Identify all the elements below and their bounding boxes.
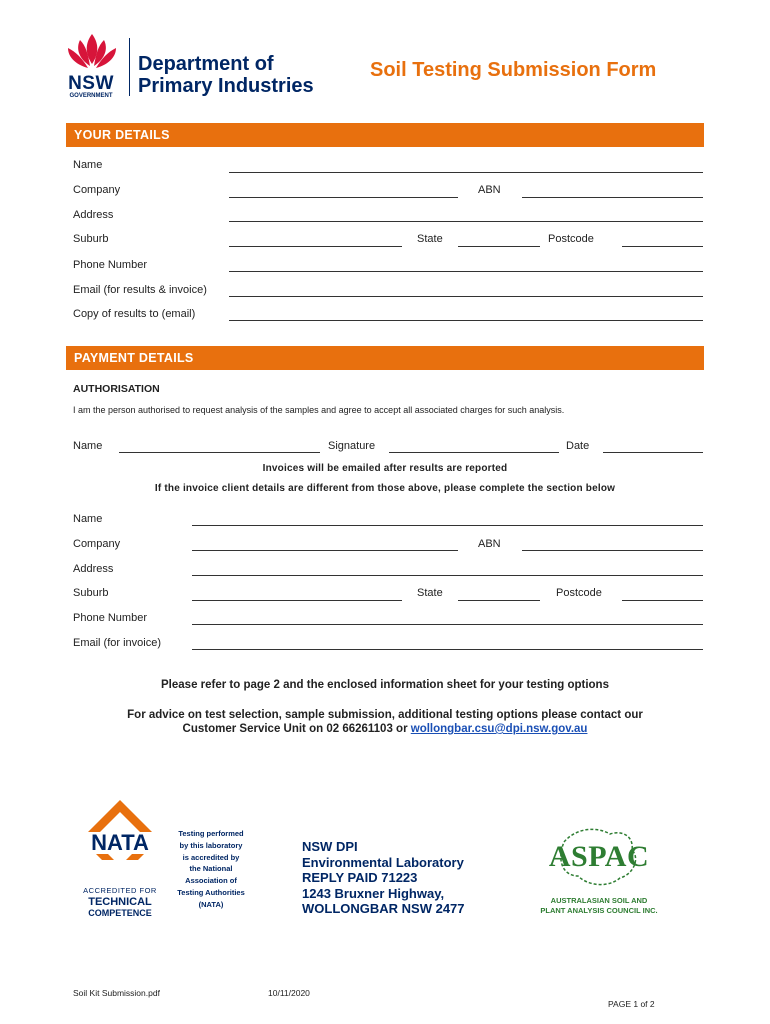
email-field[interactable] (229, 296, 703, 297)
inv-company-field[interactable] (192, 550, 458, 551)
auth-name-field[interactable] (119, 452, 320, 453)
signature-field[interactable] (389, 452, 559, 453)
abn-label: ABN (478, 184, 501, 196)
name-field[interactable] (229, 172, 703, 173)
inv-abn-field[interactable] (522, 550, 703, 551)
nata-accredited-for: ACCREDITED FOR (83, 886, 157, 895)
logo-divider (129, 38, 130, 96)
advice-line2 (0, 723, 770, 735)
address-line: WOLLONGBAR NSW 2477 (302, 901, 465, 916)
inv-postcode-label: Postcode (556, 587, 602, 599)
inv-state-field[interactable] (458, 600, 540, 601)
email-label: Email (for results & invoice) (73, 284, 207, 296)
inv-email-label: Email (for invoice) (73, 637, 162, 649)
nata-statement-line: by this laboratory (179, 840, 243, 850)
inv-name-field[interactable] (192, 525, 703, 526)
nsw-logo-subtext: GOVERNMENT (69, 93, 113, 99)
phone-label: Phone Number (73, 259, 147, 271)
advice-line1: For advice on test selection, sample submission, additional testing options please contact our (127, 709, 643, 721)
form-title: Soil Testing Submission Form (370, 59, 657, 81)
footer-date: 10/11/2020 (268, 988, 310, 998)
auth-name-label: Name (73, 440, 103, 452)
advice-line2-prefix: Customer Service Unit on 02 66261103 or (182, 723, 411, 735)
aspac-line1: AUSTRALASIAN SOIL AND (550, 896, 648, 905)
csu-email-link[interactable]: wollongbar.csu@dpi.nsw.gov.au (410, 723, 588, 735)
nata-logo (80, 798, 160, 920)
nata-competence: COMPETENCE (88, 908, 152, 918)
footer-filename: Soil Kit Submission.pdf (73, 988, 160, 998)
department-name (138, 53, 314, 97)
postcode-field[interactable] (622, 246, 703, 247)
address-line: Environmental Laboratory (302, 854, 464, 870)
nata-statement-line: Association of (185, 876, 237, 886)
nsw-waratah-logo (60, 30, 124, 99)
date-field[interactable] (603, 452, 703, 453)
nata-technical: TECHNICAL (88, 896, 152, 908)
inv-phone-label: Phone Number (73, 612, 147, 624)
payment-details-heading: PAYMENT DETAILS (74, 351, 194, 365)
nata-statement-line: Testing performed (178, 829, 244, 838)
nata-statement-line: the National (189, 864, 233, 874)
payment-details-bar (66, 346, 704, 370)
phone-field[interactable] (229, 271, 703, 272)
abn-field[interactable] (522, 197, 703, 198)
inv-postcode-field[interactable] (622, 600, 703, 601)
state-field[interactable] (458, 246, 540, 247)
aspac-logo-text: ASPAC (548, 840, 650, 873)
company-field[interactable] (229, 197, 458, 198)
signature-label: Signature (328, 440, 376, 452)
aspac-line2: PLANT ANALYSIS COUNCIL INC. (540, 906, 658, 915)
nata-statement (168, 828, 254, 911)
nata-statement-line: (NATA) (198, 899, 224, 909)
address-line: REPLY PAID 71223 (302, 870, 418, 885)
address-line: NSW DPI (302, 839, 358, 854)
inv-address-field[interactable] (192, 575, 703, 576)
address-line: 1243 Bruxner Highway, (302, 885, 445, 901)
nata-statement-line: is accredited by (182, 852, 240, 862)
copy-results-field[interactable] (229, 320, 703, 321)
copy-results-label: Copy of results to (email) (73, 308, 196, 320)
your-details-heading: YOUR DETAILS (74, 128, 170, 142)
inv-phone-field[interactable] (192, 624, 703, 625)
invoices-note: Invoices will be emailed after results are reported (262, 463, 508, 474)
suburb-field[interactable] (229, 246, 402, 247)
inv-suburb-label: Suburb (73, 587, 109, 599)
department-line1: Department of (138, 53, 274, 75)
nata-logo-text: NATA (80, 832, 160, 854)
department-line2: Primary Industries (138, 75, 314, 97)
inv-address-label: Address (73, 563, 114, 575)
state-label: State (417, 233, 443, 245)
inv-suburb-field[interactable] (192, 600, 402, 601)
date-label: Date (566, 440, 590, 452)
invoice-client-note: If the invoice client details are different from those above, please complete the section below (154, 483, 616, 494)
refer-note: Please refer to page 2 and the enclosed information sheet for your testing options (161, 679, 609, 691)
address-label: Address (73, 209, 114, 221)
inv-name-label: Name (73, 513, 103, 525)
address-field[interactable] (229, 221, 703, 222)
nata-statement-line: Testing Authorities (177, 887, 245, 897)
inv-abn-label: ABN (478, 538, 501, 550)
inv-company-label: Company (73, 538, 121, 550)
inv-state-label: State (417, 587, 443, 599)
footer-page: PAGE 1 of 2 (608, 999, 655, 1009)
your-details-bar (66, 123, 704, 147)
suburb-label: Suburb (73, 233, 109, 245)
aspac-logo (524, 822, 674, 918)
authorisation-text: I am the person authorised to request analysis of the samples and agree to accept all associated charges for such analysis. (73, 405, 565, 415)
mailing-address (302, 839, 465, 917)
inv-email-field[interactable] (192, 649, 703, 650)
postcode-label: Postcode (548, 233, 594, 245)
authorisation-heading: AUTHORISATION (73, 383, 160, 395)
nsw-logo-text: NSW (68, 73, 114, 94)
waratah-flower-icon (60, 30, 124, 70)
name-label: Name (73, 159, 103, 171)
company-label: Company (73, 184, 121, 196)
